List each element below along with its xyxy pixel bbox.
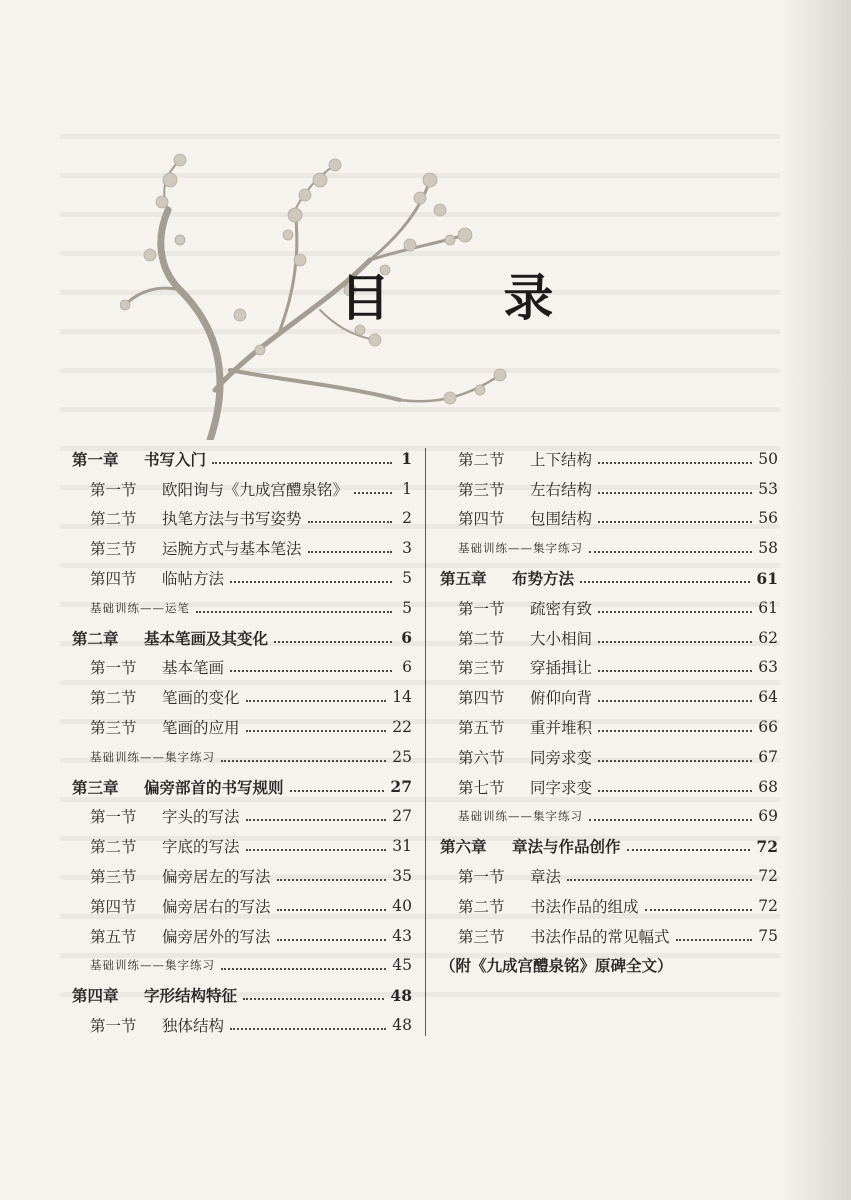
toc-dot-leader [230, 1028, 386, 1030]
toc-dot-leader [212, 462, 392, 464]
toc-section-row [440, 444, 778, 474]
toc-entry-title: 基础训练——集字练习 [458, 809, 583, 824]
toc-dot-leader [598, 641, 752, 643]
toc-page-number: 66 [758, 718, 778, 737]
toc-entry-title: 偏旁居左的写法 [162, 868, 271, 887]
toc-section-row [72, 563, 412, 593]
toc-chapter-row [440, 831, 778, 861]
toc-dot-leader [230, 670, 392, 672]
toc-section-row [72, 504, 412, 534]
toc-section-label: 第二节 [458, 897, 505, 916]
toc-dot-leader [246, 849, 387, 851]
toc-section-label: 第二节 [90, 689, 137, 708]
toc-page-number: 63 [758, 658, 778, 677]
toc-section-row [440, 623, 778, 653]
toc-section-row [72, 802, 412, 832]
toc-section-label: 第三节 [90, 868, 137, 887]
toc-section-label: 第一节 [90, 659, 137, 678]
toc-page-number: 5 [402, 569, 412, 588]
toc-page-number: 31 [392, 837, 412, 856]
toc-page-number: 53 [758, 479, 778, 498]
toc-section-row [440, 474, 778, 504]
toc-section-label: 第一节 [458, 868, 505, 887]
page-edge-shadow [781, 0, 851, 1200]
toc-entry-title: 大小相间 [530, 629, 593, 648]
toc-chapter-label: 第六章 [440, 837, 487, 857]
toc-page-number: 45 [392, 956, 412, 975]
toc-section-label: 第四节 [458, 510, 505, 529]
toc-entry-title: 重并堆积 [530, 719, 593, 738]
toc-entry-title: 书写入门 [144, 449, 207, 469]
toc-entry-title: 执笔方法与书写姿势 [162, 510, 302, 529]
toc-entry-title: 临帖方法 [162, 570, 225, 589]
toc-exercise-row [440, 533, 778, 563]
toc-entry-title: 偏旁居外的写法 [162, 927, 271, 946]
toc-page-number: 1 [402, 479, 412, 498]
toc-page-number: 48 [390, 985, 412, 1005]
toc-dot-leader [598, 521, 752, 523]
toc-section-row [72, 474, 412, 504]
toc-dot-leader [277, 879, 387, 881]
toc-dot-leader [598, 730, 752, 732]
toc-page-number: 64 [758, 688, 778, 707]
toc-section-label: 第二节 [458, 629, 505, 648]
toc-dot-leader [246, 700, 387, 702]
toc-section-label: 第四节 [458, 689, 505, 708]
toc-chapter-label: 第三章 [72, 777, 119, 797]
toc-chapter-label: 第二章 [72, 628, 119, 648]
toc-section-label: 第一节 [458, 599, 505, 618]
toc-page-number: 1 [401, 449, 412, 469]
toc-page-number: 27 [390, 777, 412, 797]
toc-dot-leader [277, 939, 387, 941]
toc-section-label: 第三节 [458, 659, 505, 678]
toc-section-row [440, 593, 778, 623]
toc-entry-title: 笔画的变化 [162, 689, 240, 708]
toc-dot-leader [598, 611, 752, 613]
toc-section-label: 第五节 [458, 719, 505, 738]
toc-entry-title: 基本笔画 [162, 659, 225, 678]
toc-dot-leader [246, 819, 387, 821]
toc-entry-title: 穿插揖让 [530, 659, 593, 678]
toc-entry-title: 基础训练——集字练习 [458, 541, 583, 556]
toc-chapter-label: 第一章 [72, 449, 119, 469]
toc-entry-title: 章法与作品创作 [512, 837, 621, 857]
toc-page-number: 40 [392, 896, 412, 915]
toc-section-label: 第五节 [90, 927, 137, 946]
toc-dot-leader [308, 521, 392, 523]
toc-section-label: 第二节 [90, 510, 137, 529]
toc-page-number: 43 [392, 926, 412, 945]
toc-section-label: 第三节 [90, 540, 137, 559]
toc-right-column [440, 444, 778, 980]
toc-entry-title: 布势方法 [512, 569, 575, 589]
toc-section-row [440, 504, 778, 534]
toc-entry-title: 同字求变 [530, 778, 593, 797]
toc-page-number: 25 [392, 747, 412, 766]
toc-exercise-row [440, 802, 778, 832]
toc-page-number: 6 [402, 658, 412, 677]
toc-section-label: 第四节 [90, 570, 137, 589]
toc-section-row [440, 921, 778, 951]
toc-page-number: 72 [758, 896, 778, 915]
toc-section-label: 第三节 [458, 480, 505, 499]
toc-page-number: 50 [758, 449, 778, 468]
toc-page-number: 61 [756, 568, 778, 588]
toc-dot-leader [221, 760, 386, 762]
toc-section-row [440, 653, 778, 683]
toc-entry-title: 运腕方式与基本笔法 [162, 540, 302, 559]
toc-section-row [440, 772, 778, 802]
toc-section-row [72, 653, 412, 683]
toc-chapter-row [72, 772, 412, 802]
toc-dot-leader [290, 790, 385, 792]
toc-entry-title: 字底的写法 [162, 838, 240, 857]
toc-dot-leader [277, 909, 387, 911]
toc-page-number: 35 [392, 867, 412, 886]
toc-entry-title: 书法作品的组成 [530, 897, 639, 916]
toc-section-row [440, 742, 778, 772]
toc-section-label: 第三节 [458, 927, 505, 946]
toc-dot-leader [627, 849, 751, 851]
toc-section-label: 第二节 [90, 838, 137, 857]
toc-section-row [440, 891, 778, 921]
toc-entry-title: 俯仰向背 [530, 689, 593, 708]
toc-section-label: 第一节 [90, 480, 137, 499]
toc-page-number: 6 [401, 628, 412, 648]
toc-page-number: 22 [392, 718, 412, 737]
toc-page-number: 48 [392, 1016, 412, 1035]
toc-entry-title: 字形结构特征 [144, 986, 238, 1006]
toc-chapter-label: 第四章 [72, 986, 119, 1006]
toc-exercise-row [72, 742, 412, 772]
toc-entry-title: （附《九成宫醴泉铭》原碑全文） [440, 956, 673, 976]
toc-exercise-row [72, 593, 412, 623]
toc-page-number: 67 [758, 747, 778, 766]
toc-section-label: 第四节 [90, 897, 137, 916]
toc-left-column [72, 444, 412, 1040]
toc-entry-title: 包围结构 [530, 510, 593, 529]
toc-page-number: 61 [758, 598, 778, 617]
toc-dot-leader [243, 998, 384, 1000]
toc-section-row [72, 831, 412, 861]
toc-page-number: 56 [758, 509, 778, 528]
toc-chapter-row [72, 623, 412, 653]
toc-entry-title: 基础训练——集字练习 [90, 958, 215, 973]
toc-dot-leader [274, 641, 392, 643]
toc-dot-leader [589, 819, 752, 821]
toc-section-label: 第三节 [90, 719, 137, 738]
toc-section-row [72, 861, 412, 891]
toc-page-number: 68 [758, 777, 778, 796]
toc-chapter-row [440, 563, 778, 593]
toc-entry-title: 基础训练——集字练习 [90, 749, 215, 764]
toc-entry-title: 左右结构 [530, 480, 593, 499]
toc-page-number: 27 [392, 807, 412, 826]
toc-entry-title: 基本笔画及其变化 [144, 628, 269, 648]
toc-dot-leader [567, 879, 752, 881]
toc-section-label: 第二节 [458, 450, 505, 469]
toc-entry-title: 独体结构 [162, 1017, 225, 1036]
toc-section-row [72, 921, 412, 951]
toc-page-number: 72 [758, 867, 778, 886]
toc-chapter-row [72, 980, 412, 1010]
toc-entry-title: 偏旁部首的书写规则 [144, 777, 284, 797]
toc-dot-leader [598, 700, 752, 702]
toc-dot-leader [645, 909, 753, 911]
column-divider [425, 448, 426, 1036]
toc-section-label: 第六节 [458, 748, 505, 767]
toc-section-row [440, 682, 778, 712]
toc-dot-leader [221, 968, 386, 970]
toc-chapter-label: 第五章 [440, 569, 487, 589]
toc-entry-title: 章法 [530, 868, 562, 887]
toc-section-row [440, 861, 778, 891]
toc-section-label: 第七节 [458, 778, 505, 797]
toc-chapter-row [72, 444, 412, 474]
toc-dot-leader [196, 611, 392, 613]
toc-exercise-row [72, 951, 412, 981]
toc-section-row [72, 891, 412, 921]
toc-section-label: 第一节 [90, 808, 137, 827]
toc-appendix-row [440, 951, 778, 981]
toc-entry-title: 偏旁居右的写法 [162, 897, 271, 916]
toc-section-row [72, 1010, 412, 1040]
toc-entry-title: 笔画的应用 [162, 719, 240, 738]
toc-entry-title: 基础训练——运笔 [90, 600, 190, 615]
toc-dot-leader [598, 760, 752, 762]
page-title: 目 录 [340, 268, 602, 327]
toc-page-number: 14 [392, 688, 412, 707]
toc-dot-leader [598, 462, 752, 464]
toc-dot-leader [246, 730, 387, 732]
toc-page-number: 62 [758, 628, 778, 647]
toc-section-label: 第一节 [90, 1017, 137, 1036]
toc-entry-title: 字头的写法 [162, 808, 240, 827]
toc-dot-leader [354, 492, 392, 494]
toc-entry-title: 疏密有致 [530, 599, 593, 618]
toc-dot-leader [598, 790, 752, 792]
toc-dot-leader [589, 551, 752, 553]
toc-page-number: 2 [402, 509, 412, 528]
toc-page-number: 5 [402, 598, 412, 617]
toc-section-row [72, 712, 412, 742]
toc-dot-leader [598, 492, 752, 494]
toc-page-number: 69 [758, 807, 778, 826]
toc-dot-leader [598, 670, 752, 672]
toc-page-number: 75 [758, 926, 778, 945]
toc-section-row [72, 682, 412, 712]
toc-section-row [72, 533, 412, 563]
toc-dot-leader [230, 581, 392, 583]
toc-entry-title: 同旁求变 [530, 748, 593, 767]
toc-dot-leader [308, 551, 392, 553]
toc-page-number: 72 [756, 836, 778, 856]
toc-dot-leader [676, 939, 753, 941]
toc-section-row [440, 712, 778, 742]
toc-dot-leader [580, 581, 750, 583]
toc-page-number: 3 [402, 539, 412, 558]
toc-entry-title: 上下结构 [530, 450, 593, 469]
toc-entry-title: 书法作品的常见幅式 [530, 927, 670, 946]
toc-entry-title: 欧阳询与《九成宫醴泉铭》 [162, 480, 349, 499]
toc-page-number: 58 [758, 539, 778, 558]
